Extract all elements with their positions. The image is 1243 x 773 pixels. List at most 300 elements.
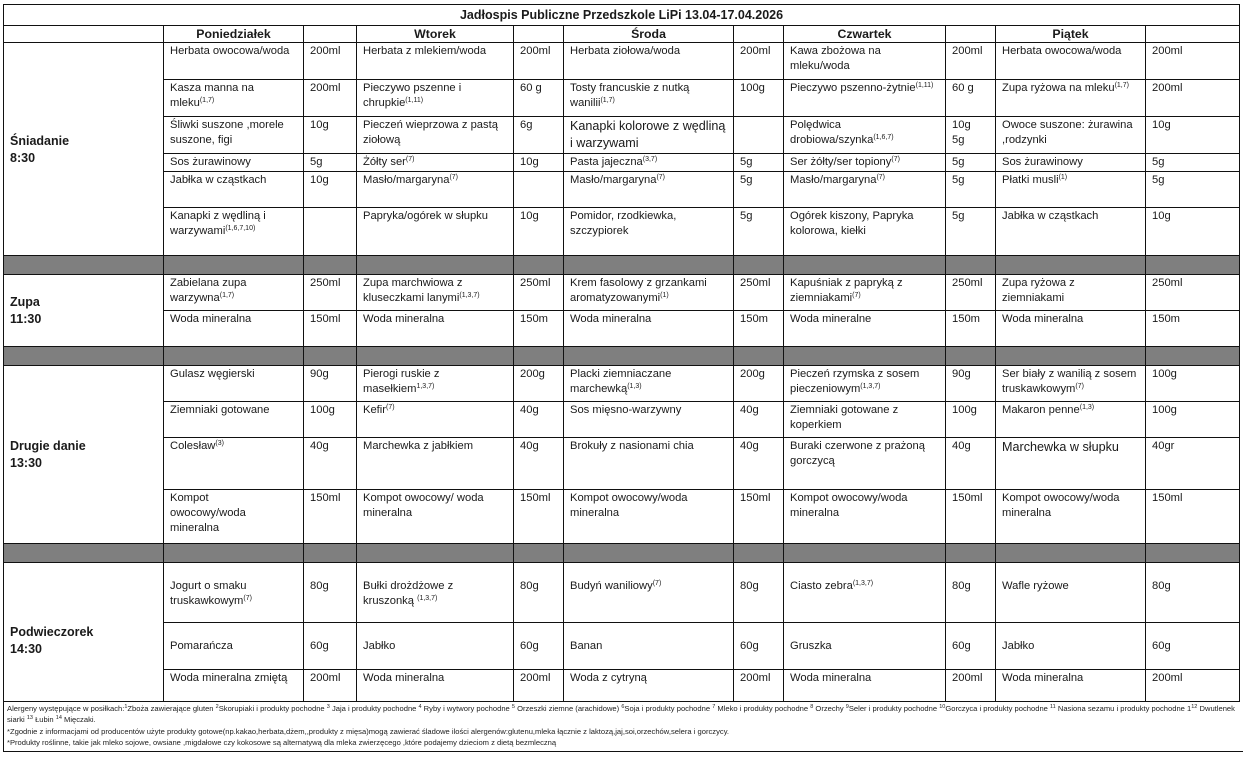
meal-row xyxy=(4,208,1240,256)
meal-row xyxy=(4,623,1240,670)
dish-name: Zabielana zupa warzywna xyxy=(170,277,247,304)
dish-name: Woda mineralna zmiętą xyxy=(170,672,288,684)
qty-header xyxy=(514,26,564,43)
qty-cell xyxy=(514,154,564,172)
allergen-marker: (1,3,7) xyxy=(459,292,480,299)
separator-cell xyxy=(1146,544,1240,563)
qty-value: 60g xyxy=(310,640,329,652)
allergen-marker: (1,3,7) xyxy=(860,383,881,390)
dish-name: Jabłko xyxy=(363,640,396,652)
qty-cell xyxy=(734,117,784,154)
qty-value: 40g xyxy=(740,404,759,416)
qty-cell xyxy=(946,670,996,702)
dish-cell xyxy=(357,275,514,311)
allergen-name: Gorczyca i produkty pochodne xyxy=(945,704,1051,713)
qty-cell xyxy=(946,311,996,347)
meal-name: Zupa xyxy=(10,295,40,309)
dish-name: Woda mineralna xyxy=(790,672,872,684)
meal-time: 8:30 xyxy=(10,150,36,165)
allergen-marker: (1,3,7) xyxy=(852,580,874,587)
dish-name: Jabłko xyxy=(1002,640,1035,652)
qty-value: 100g xyxy=(952,404,977,416)
allergen-marker: (1,6,7) xyxy=(873,134,894,141)
dish-cell xyxy=(164,490,304,544)
qty-cell xyxy=(304,366,357,402)
dish-name: Polędwica drobiowa/szynka xyxy=(790,119,874,146)
qty-cell xyxy=(514,43,564,80)
dish-name: Marchewka z jabłkiem xyxy=(363,440,474,452)
trace-note: *Zgodnie z informacjami od producentów użyte produkty gotowe(np.kakao,herbata,dżem,,produkty z mięsa)mogą zawierać śladowe ilości alergenów:glutenu,mleka łącznie z laktozą,jaj,soi,orzechów,selera i gorczycy. xyxy=(7,726,730,736)
dairy-free-note: *Produkty roślinne, takie jak mleko sojowe, owsiane ,migdałowe czy kokosowe są alternatywą dla mleka zwierzęcego ,które podajemy dzieciom z dietą bezmleczną xyxy=(7,738,557,748)
dish-name: Śliwki suszone ,morele suszone, figi xyxy=(170,119,284,146)
dish-name: Ziemniaki gotowane xyxy=(170,404,270,416)
qty-cell xyxy=(304,117,357,154)
allergen-number: 8 xyxy=(810,704,814,710)
qty-value: 10g xyxy=(1152,210,1171,222)
dish-cell xyxy=(996,438,1146,490)
qty-cell xyxy=(946,43,996,80)
qty-cell xyxy=(514,438,564,490)
separator-cell xyxy=(996,256,1146,275)
separator-cell xyxy=(304,347,357,366)
dish-name: Sos żurawinowy xyxy=(170,156,251,168)
dish-cell xyxy=(784,172,946,208)
separator-cell xyxy=(946,347,996,366)
qty-cell xyxy=(946,490,996,544)
qty-value: 250ml xyxy=(952,277,983,289)
dish-name: Kapuśniak z papryką z ziemniakami xyxy=(790,277,903,304)
qty-value: 10g xyxy=(952,119,971,131)
qty-cell xyxy=(1146,208,1240,256)
qty-cell xyxy=(946,438,996,490)
qty-value: 150m xyxy=(740,313,768,325)
dish-name: Pieczywo pszenno-żytnie xyxy=(790,82,916,94)
dish-cell xyxy=(164,154,304,172)
allergen-number: 1 xyxy=(124,704,128,710)
dish-cell xyxy=(784,563,946,623)
allergen-marker: (7) xyxy=(449,174,458,181)
qty-value: 6g xyxy=(520,119,533,131)
dish-cell xyxy=(164,366,304,402)
qty-value: 200ml xyxy=(740,672,771,684)
allergen-name: Mleko i produkty pochodne xyxy=(715,704,811,713)
dish-name: Woda mineralna xyxy=(1002,313,1084,325)
dish-name: Herbata z mlekiem/woda xyxy=(363,45,487,57)
dish-name: Jabłka w cząstkach xyxy=(1002,210,1099,222)
qty-cell xyxy=(1146,402,1240,438)
allergen-marker: (7) xyxy=(876,174,885,181)
allergen-marker: 1,3,7) xyxy=(416,383,435,390)
meal-row xyxy=(4,438,1240,490)
dish-cell xyxy=(564,623,734,670)
allergen-name: Zboża zawierające gluten xyxy=(127,704,216,713)
dish-cell xyxy=(996,402,1146,438)
qty-cell xyxy=(946,117,996,154)
qty-value: 150ml xyxy=(310,313,341,325)
separator-cell xyxy=(996,544,1146,563)
dish-name: Zupa marchwiowa z kluseczkami lanymi xyxy=(363,277,463,304)
dish-cell xyxy=(996,80,1146,117)
dish-cell xyxy=(357,563,514,623)
meal-row xyxy=(4,80,1240,117)
dish-name: Colesław xyxy=(170,440,216,452)
dish-cell xyxy=(564,154,734,172)
meal-row xyxy=(4,275,1240,311)
separator-cell xyxy=(946,256,996,275)
dish-name: Budyń waniliowy xyxy=(570,580,653,592)
qty-value: 60g xyxy=(740,640,759,652)
dish-cell xyxy=(564,275,734,311)
allergen-number: 9 xyxy=(845,704,849,710)
qty-value: 10g xyxy=(520,156,539,168)
qty-cell xyxy=(514,402,564,438)
separator-cell xyxy=(1146,256,1240,275)
qty-cell xyxy=(514,366,564,402)
qty-cell xyxy=(734,43,784,80)
qty-cell xyxy=(514,117,564,154)
qty-cell xyxy=(946,172,996,208)
allergen-name: Seler i produkty pochodne xyxy=(848,704,940,713)
qty-cell xyxy=(304,208,357,256)
meal-label xyxy=(4,43,164,256)
qty-cell xyxy=(514,311,564,347)
qty-cell xyxy=(734,490,784,544)
allergen-number: 5 xyxy=(511,704,515,710)
dish-name: Woda mineralna xyxy=(170,313,252,325)
meal-row xyxy=(4,402,1240,438)
separator-cell xyxy=(734,347,784,366)
allergen-number: 12 xyxy=(1191,704,1198,710)
dish-name: Krem fasolowy z grzankami aromatyzowanymi xyxy=(570,277,707,304)
qty-cell xyxy=(1146,275,1240,311)
qty-cell xyxy=(734,366,784,402)
allergen-marker: (3,7) xyxy=(642,156,658,163)
qty-value: 5g xyxy=(952,174,965,186)
qty-value: 200ml xyxy=(310,45,341,57)
separator-row xyxy=(4,256,1240,275)
allergen-marker: (1,6,7,10) xyxy=(225,225,256,232)
qty-value: 10g xyxy=(310,174,329,186)
dish-name: Pieczywo pszenne i chrupkie xyxy=(363,82,462,109)
allergen-marker: (1,3) xyxy=(627,383,642,390)
separator-cell xyxy=(164,347,304,366)
meal-label xyxy=(4,275,164,347)
meal-label xyxy=(4,366,164,544)
qty-value: 60g xyxy=(520,640,539,652)
meal-row xyxy=(4,490,1240,544)
dish-name: Marchewka w słupku xyxy=(1002,440,1119,454)
allergen-marker: (1) xyxy=(1058,174,1068,181)
dish-name: Woda mineralna xyxy=(363,313,445,325)
qty-value: 150ml xyxy=(310,492,341,504)
qty-value: 80g xyxy=(952,580,971,592)
dish-cell xyxy=(564,172,734,208)
allergen-intro: Alergeny występujące w posiłkach: xyxy=(7,704,125,713)
allergen-number: 10 xyxy=(939,704,946,710)
dish-name: Placki ziemniaczane marchewką xyxy=(570,368,672,395)
qty-value: 90g xyxy=(310,368,329,380)
qty-value: 80g xyxy=(1152,580,1171,592)
dish-name: Buraki czerwone z prażoną gorczycą xyxy=(790,440,925,467)
separator-cell xyxy=(514,256,564,275)
qty-cell xyxy=(1146,438,1240,490)
dish-cell xyxy=(564,311,734,347)
dish-name: Sos mięsno-warzywny xyxy=(570,404,682,416)
separator-cell xyxy=(357,347,514,366)
qty-header xyxy=(734,26,784,43)
qty-cell xyxy=(304,80,357,117)
qty-cell xyxy=(734,80,784,117)
dish-name: Pieczeń rzymska z sosem pieczeniowym xyxy=(790,368,920,395)
qty-cell xyxy=(946,80,996,117)
dish-cell xyxy=(164,117,304,154)
dish-name: Jogurt o smaku truskawkowym xyxy=(170,580,247,607)
qty-header xyxy=(304,26,357,43)
meal-time: 13:30 xyxy=(10,456,42,470)
day-header: Środa xyxy=(564,26,734,43)
qty-value: 200ml xyxy=(310,672,341,684)
dish-name: Kanapki kolorowe z wędliną i warzywami xyxy=(570,119,726,150)
allergen-marker: (1,7) xyxy=(219,292,235,299)
qty-cell xyxy=(304,311,357,347)
dish-cell xyxy=(164,172,304,208)
qty-cell xyxy=(734,172,784,208)
qty-cell xyxy=(1146,43,1240,80)
dish-cell xyxy=(164,402,304,438)
separator-row xyxy=(4,347,1240,366)
allergen-marker: (7) xyxy=(656,174,665,181)
qty-cell xyxy=(514,172,564,208)
dish-cell xyxy=(784,208,946,256)
dish-cell xyxy=(996,670,1146,702)
separator-cell xyxy=(4,347,164,366)
separator-cell xyxy=(164,544,304,563)
dish-cell xyxy=(564,366,734,402)
qty-cell xyxy=(304,402,357,438)
dish-name: Ogórek kiszony, Papryka kolorowa, kiełki xyxy=(790,210,914,237)
dish-name: Ser żółty/ser topiony xyxy=(790,156,892,168)
dish-cell xyxy=(564,490,734,544)
allergen-footer xyxy=(3,702,1243,752)
separator-cell xyxy=(304,256,357,275)
dish-name: Kefir xyxy=(363,404,387,416)
meal-row xyxy=(4,311,1240,347)
dish-cell xyxy=(564,117,734,154)
meal-row xyxy=(4,366,1240,402)
day-header: Piątek xyxy=(996,26,1146,43)
dish-cell xyxy=(784,117,946,154)
qty-value: 150m xyxy=(1152,313,1180,325)
qty-cell xyxy=(1146,563,1240,623)
allergen-marker: (7) xyxy=(652,580,662,587)
allergen-marker: (7) xyxy=(243,595,252,602)
qty-value: 10g xyxy=(1152,119,1171,131)
qty-value: 90g xyxy=(952,368,971,380)
separator-cell xyxy=(996,347,1146,366)
separator-cell xyxy=(514,544,564,563)
qty-cell xyxy=(1146,80,1240,117)
qty-value: 200ml xyxy=(740,45,771,57)
qty-value: 100g xyxy=(1152,404,1177,416)
dish-cell xyxy=(996,490,1146,544)
dish-name: Kanapki z wędliną i warzywami xyxy=(170,210,266,237)
separator-cell xyxy=(784,544,946,563)
dish-name: Woda z cytryną xyxy=(570,672,647,684)
allergen-name: Mięczaki. xyxy=(61,715,96,725)
qty-cell xyxy=(734,402,784,438)
qty-value: 200ml xyxy=(310,82,341,94)
dish-cell xyxy=(784,402,946,438)
qty-cell xyxy=(1146,490,1240,544)
allergen-marker: (7) xyxy=(852,292,861,299)
allergen-line xyxy=(7,703,1240,726)
dish-cell xyxy=(784,154,946,172)
dish-name: Pomarańcza xyxy=(170,640,233,652)
dish-cell xyxy=(164,80,304,117)
qty-cell xyxy=(304,623,357,670)
qty-header xyxy=(1146,26,1240,43)
qty-cell xyxy=(1146,311,1240,347)
separator-cell xyxy=(514,347,564,366)
dish-name: Zupa ryżowa z ziemniakami xyxy=(1002,277,1075,304)
qty-value: 200ml xyxy=(952,45,983,57)
dish-cell xyxy=(996,366,1146,402)
dish-cell xyxy=(996,117,1146,154)
allergen-number: 4 xyxy=(418,704,422,710)
dish-cell xyxy=(784,438,946,490)
dish-cell xyxy=(784,43,946,80)
dish-cell xyxy=(996,563,1146,623)
qty-cell xyxy=(304,563,357,623)
qty-cell xyxy=(514,623,564,670)
dish-name: Makaron penne xyxy=(1002,404,1080,416)
qty-value: 150ml xyxy=(1152,492,1183,504)
separator-cell xyxy=(4,256,164,275)
qty-cell xyxy=(514,80,564,117)
qty-cell xyxy=(1146,172,1240,208)
dish-name: Woda mineralna xyxy=(1002,672,1084,684)
qty-cell xyxy=(734,563,784,623)
dish-name: Masło/margaryna xyxy=(570,174,657,186)
separator-cell xyxy=(564,544,734,563)
separator-cell xyxy=(4,544,164,563)
allergen-marker: (1,3) xyxy=(1079,404,1095,411)
dish-name: Ciasto zebra xyxy=(790,580,853,592)
dish-cell xyxy=(996,623,1146,670)
dish-name: Masło/margaryna xyxy=(790,174,877,186)
qty-value: 150ml xyxy=(952,492,983,504)
day-header-row xyxy=(4,26,1240,43)
allergen-number: 6 xyxy=(621,704,625,710)
separator-cell xyxy=(357,256,514,275)
allergen-marker: (1,11) xyxy=(405,97,424,104)
qty-value: 5g xyxy=(952,210,965,222)
separator-cell xyxy=(734,544,784,563)
qty-header xyxy=(946,26,996,43)
allergen-marker: (1,7) xyxy=(199,97,215,104)
qty-value: 200ml xyxy=(952,672,983,684)
allergen-number: 2 xyxy=(215,704,219,710)
dish-name: Kawa zbożowa na mleku/woda xyxy=(790,45,881,72)
dish-cell xyxy=(357,670,514,702)
page-title: Jadłospis Publiczne Przedszkole LiPi 13.04-17.04.2026 xyxy=(4,5,1240,26)
qty-cell xyxy=(1146,366,1240,402)
qty-cell xyxy=(514,490,564,544)
dish-name: Woda mineralne xyxy=(790,313,872,325)
allergen-name: Nasiona sezamu i produkty pochodne 1 xyxy=(1055,704,1192,713)
dish-name: Gruszka xyxy=(790,640,832,652)
qty-cell xyxy=(514,563,564,623)
dish-cell xyxy=(564,43,734,80)
dish-name: Owoce suszone: żurawina ,rodzynki xyxy=(1002,119,1133,146)
dish-name: Zupa ryżowa na mleku xyxy=(1002,82,1115,94)
qty-value: 80g xyxy=(310,580,329,592)
dish-cell xyxy=(164,623,304,670)
dish-name: Woda mineralna xyxy=(570,313,652,325)
qty-value: 5g xyxy=(740,210,753,222)
dish-name: Herbata owocowa/woda xyxy=(1002,45,1122,57)
dish-cell xyxy=(564,208,734,256)
dish-name: Pierogi ruskie z masełkiem xyxy=(363,368,440,395)
qty-value: 40g xyxy=(520,404,539,416)
allergen-marker: (7) xyxy=(1075,383,1084,390)
qty-cell xyxy=(734,154,784,172)
qty-cell xyxy=(946,623,996,670)
qty-value: 200g xyxy=(520,368,545,380)
qty-value: 200ml xyxy=(520,45,551,57)
day-header: Czwartek xyxy=(784,26,946,43)
allergen-number: 11 xyxy=(1050,704,1056,710)
allergen-name: Orzechy xyxy=(813,704,846,713)
dish-cell xyxy=(564,563,734,623)
qty-value: 5g xyxy=(310,156,323,168)
qty-value: 150ml xyxy=(520,492,551,504)
dish-name: Wafle ryżowe xyxy=(1002,580,1069,592)
qty-cell xyxy=(304,490,357,544)
allergen-number: 3 xyxy=(326,704,330,710)
qty-value: 250ml xyxy=(1152,277,1183,289)
dish-cell xyxy=(164,670,304,702)
dish-cell xyxy=(996,208,1146,256)
meal-label xyxy=(4,563,164,702)
dish-name: Jabłka w cząstkach xyxy=(170,174,267,186)
allergen-name: Skorupiaki i produkty pochodne xyxy=(218,704,327,713)
dish-cell xyxy=(564,80,734,117)
dish-cell xyxy=(357,80,514,117)
allergen-marker: (3) xyxy=(215,440,224,447)
dish-cell xyxy=(164,275,304,311)
qty-value-secondary: 5g xyxy=(952,134,965,146)
separator-cell xyxy=(734,256,784,275)
separator-cell xyxy=(164,256,304,275)
qty-value: 150m xyxy=(952,313,980,325)
menu-sheet xyxy=(3,4,1239,752)
qty-value: 100g xyxy=(1152,368,1177,380)
dish-cell xyxy=(784,670,946,702)
qty-value: 100g xyxy=(740,82,765,94)
allergen-marker: (1,7) xyxy=(600,97,615,104)
dish-name: Kompot owocowy/woda mineralna xyxy=(790,492,908,519)
allergen-marker: (1,7) xyxy=(1114,82,1129,89)
qty-value: 60 g xyxy=(952,82,974,94)
dish-name: Papryka/ogórek w słupku xyxy=(363,210,488,222)
dish-name: Ser biały z wanilią z sosem truskawkowym xyxy=(1002,368,1137,395)
qty-value: 200ml xyxy=(1152,672,1183,684)
qty-cell xyxy=(734,670,784,702)
dish-cell xyxy=(996,275,1146,311)
dish-cell xyxy=(357,366,514,402)
dish-cell xyxy=(996,172,1146,208)
